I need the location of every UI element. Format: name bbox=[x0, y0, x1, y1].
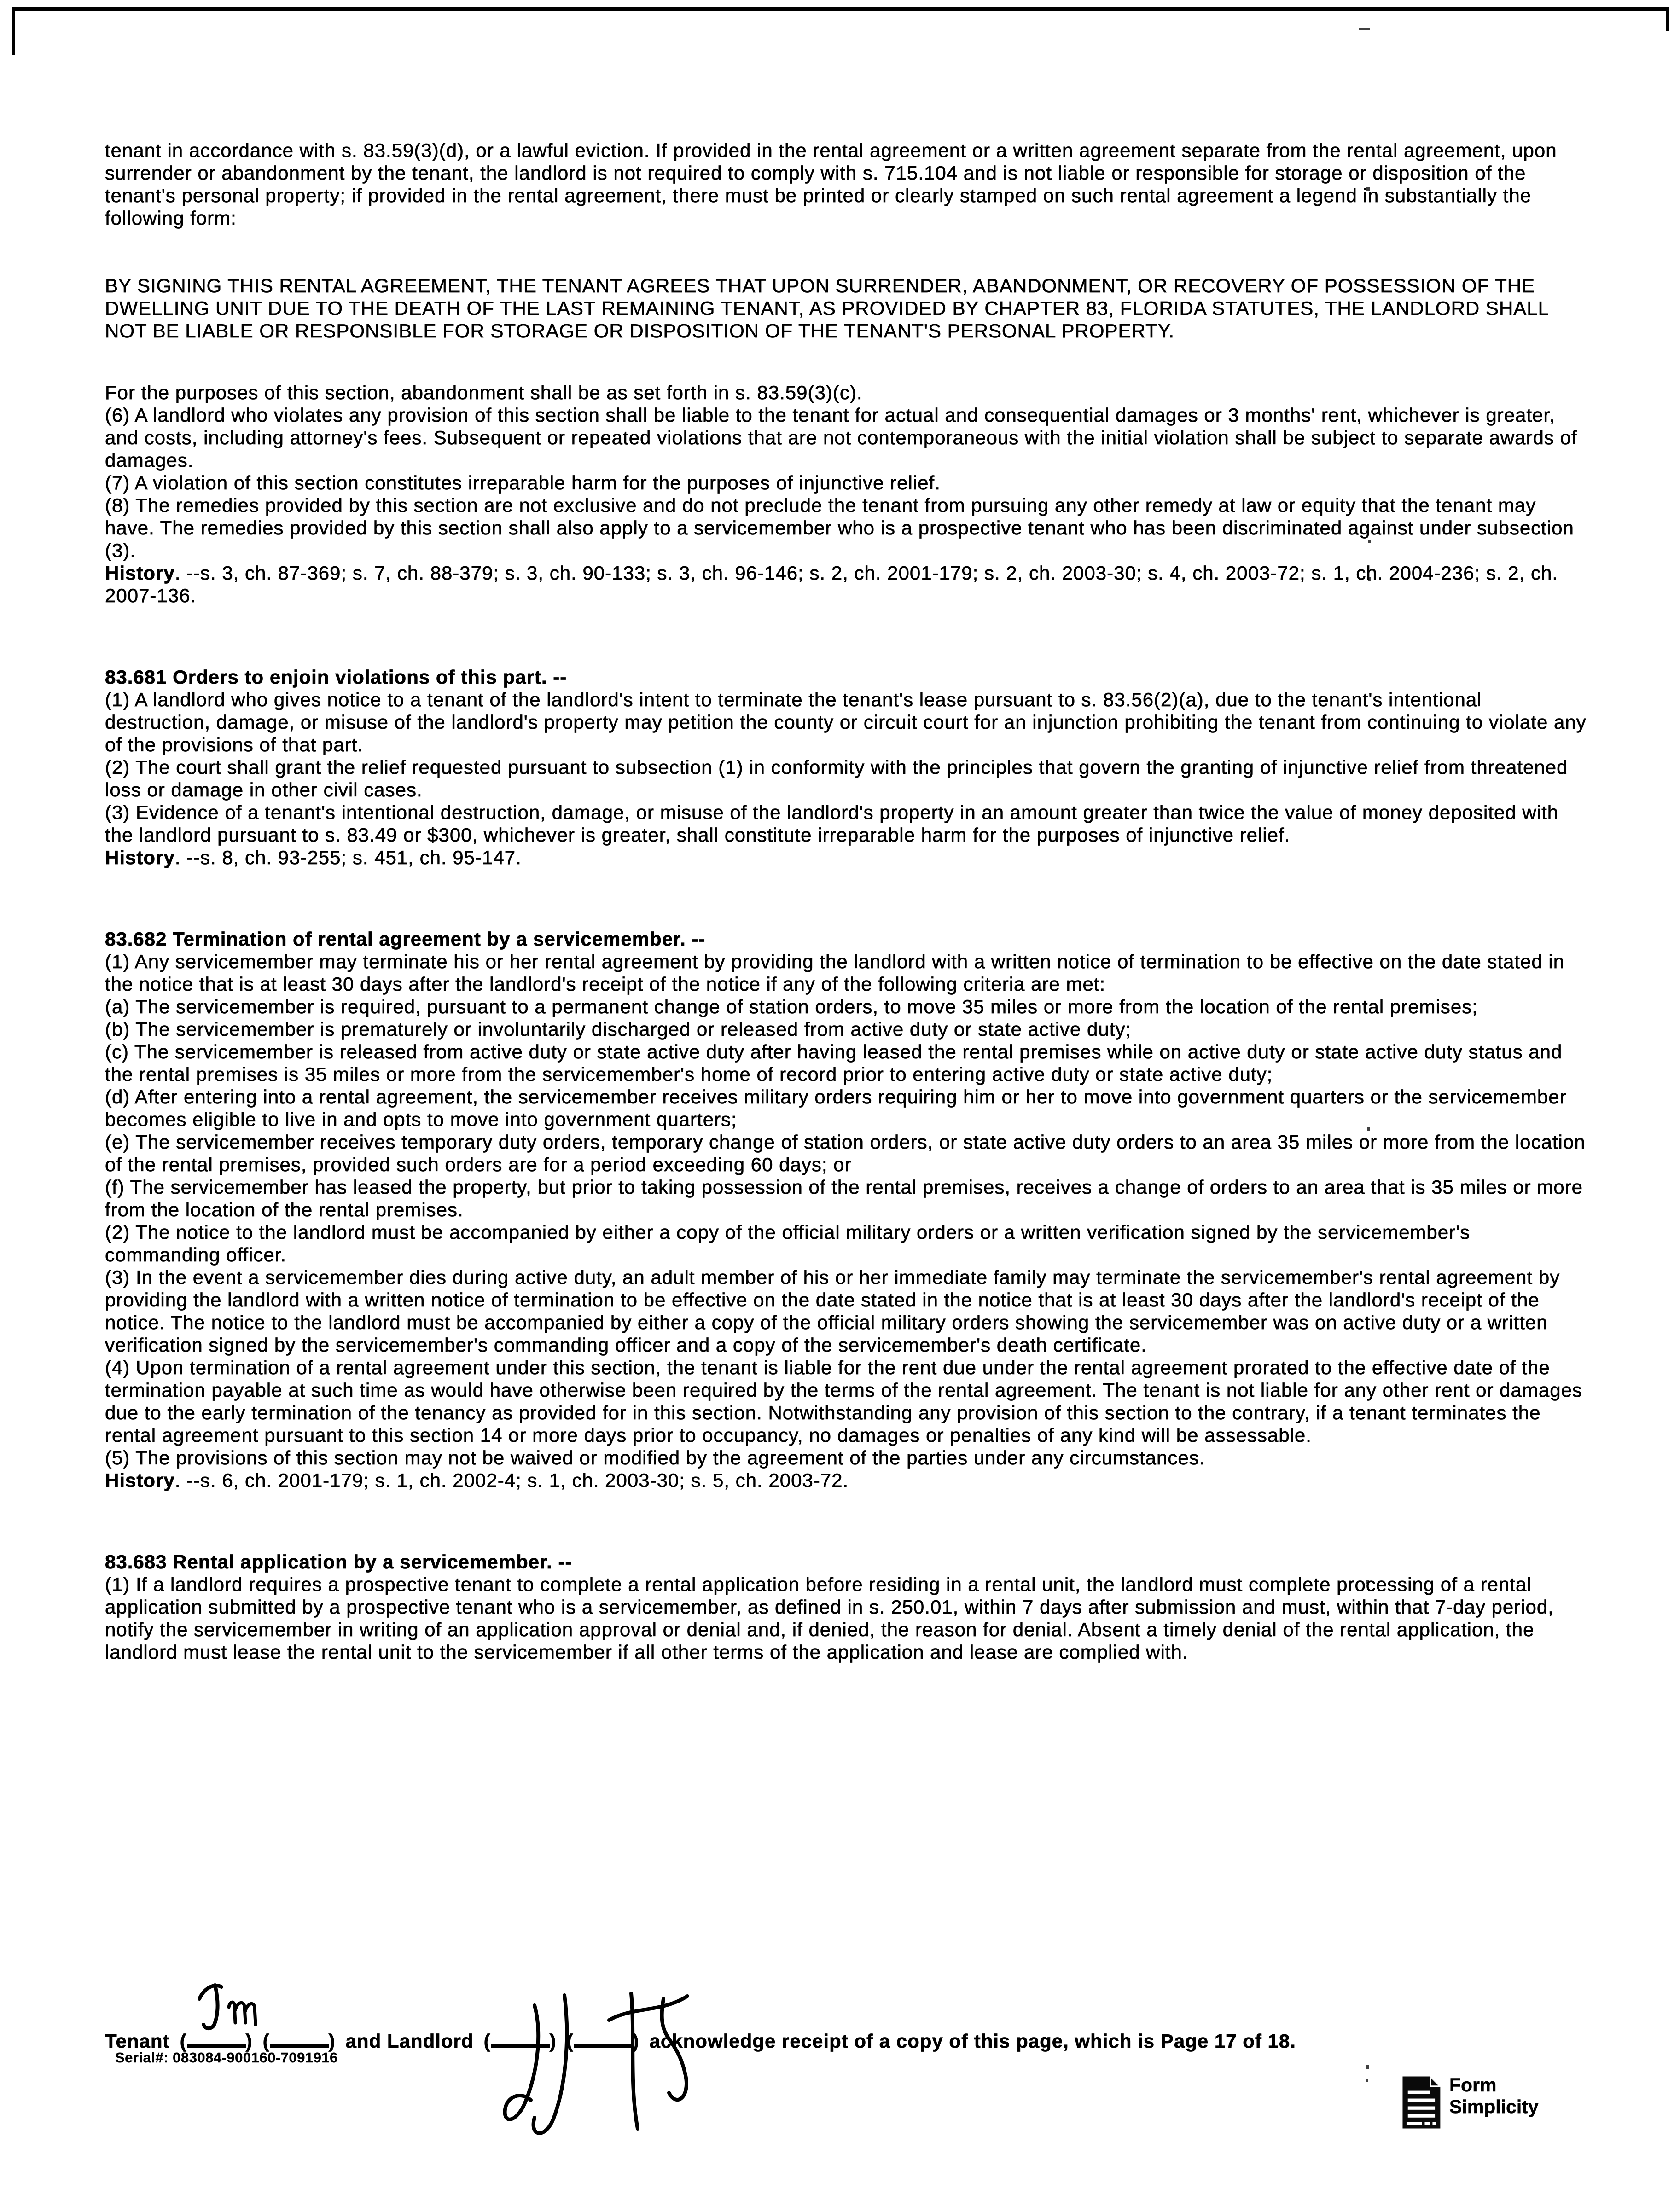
statute-paragraph: (4) Upon termination of a rental agreement under this section, the tenant is liable for the rent due under the rental agreement prorated to the effective date of the termination payable at such time as would have otherwise been required by the terms of the rental agreement. The tenant is not liable for any other rent or damages due to the early termination of the tenancy as provided for in this section. Notwithstanding any provision of this section to the contrary, if a tenant terminates the rental agreement pursuant to this section 14 or more days prior to occupancy, no damages or penalties of any kind will be assessable. bbox=[105, 1357, 1582, 1446]
history-text: . --s. 3, ch. 87-369; s. 7, ch. 88-379; s. 3, ch. 90-133; s. 3, ch. 96-146; s. 2, ch. 2001-179; s. 2, ch. 2003-30; s. 4, ch. 2003-72; s. 1, ch. 2004-236; s. 2, ch. 2007-136. bbox=[105, 562, 1558, 606]
statute-paragraph: (7) A violation of this section constitutes irreparable harm for the purposes of injunctive relief. bbox=[105, 472, 941, 494]
statute-paragraph: (1) Any servicemember may terminate his or her rental agreement by providing the landlord with a written notice of termination to be effective on the date stated in the notice that is at least 30 days after the landlord's receipt of the notice if any of the following criteria are met: bbox=[105, 951, 1565, 995]
statute-paragraph: (8) The remedies provided by this section are not exclusive and do not preclude the tenant from pursuing any other remedy at law or equity that the tenant may have. The remedies provided by this section shall also apply to a servicemember who is a prospective tenant who has been discriminated against under subsection (3). bbox=[105, 494, 1574, 561]
statute-paragraph: (2) The notice to the landlord must be accompanied by either a copy of the official military orders or a written verification signed by the servicemember's commanding officer. bbox=[105, 1221, 1471, 1266]
statute-paragraph: tenant in accordance with s. 83.59(3)(d), or a lawful eviction. If provided in the rental agreement or a written agreement separate from the rental agreement, upon surrender or abandonment by the tenant, the landlord is not required to comply with s. 715.104 and is not liable or responsible for storage or disposition of the tenant's personal property; if provided in the rental agreement, there must be printed or clearly stamped on such rental agreement a legend in substantially the following form: bbox=[105, 139, 1557, 229]
history-label: History bbox=[105, 847, 175, 868]
scan-border-top bbox=[12, 7, 1669, 11]
statute-paragraph: (5) The provisions of this section may not be waived or modified by the agreement of the parties under any circumstances. bbox=[105, 1447, 1205, 1469]
statute-paragraph: (e) The servicemember receives temporary duty orders, temporary change of station orders, or state active duty orders to an area 35 miles or more from the location of the rental premises, provided such orders are for a period exceeding 60 days; or bbox=[105, 1131, 1586, 1175]
form-simplicity-logo bbox=[1399, 2074, 1539, 2131]
history-label: History bbox=[105, 1469, 175, 1491]
open-paren: ( bbox=[180, 2030, 187, 2052]
section-heading: 83.681 Orders to enjoin violations of this part. -- bbox=[105, 666, 567, 688]
scan-border-left-stub bbox=[12, 7, 15, 55]
tenant-initial-blank-1[interactable] bbox=[187, 2025, 246, 2048]
scan-artifact bbox=[1366, 2079, 1368, 2082]
tenant-initial-blank-2[interactable] bbox=[270, 2025, 329, 2048]
history-text: . --s. 8, ch. 93-255; s. 451, ch. 95-147. bbox=[174, 847, 522, 868]
statute-paragraph: (3) In the event a servicemember dies during active duty, an adult member of his or her immediate family may terminate the servicemember's rental agreement by providing the landlord with a written notice of termination to be effective on the date stated in the notice that is at least 30 days after the landlord's receipt of the notice. The notice to the landlord must be accompanied by either a copy of the official military orders showing the servicemember was on active duty or a written verification signed by the servicemember's commanding officer and a copy of the servicemember's death certificate. bbox=[105, 1266, 1560, 1356]
legend-paragraph: BY SIGNING THIS RENTAL AGREEMENT, THE TENANT AGREES THAT UPON SURRENDER, ABANDONMENT, OR RECOVERY OF POSSESSION OF THE DWELLING UNIT DUE TO THE DEATH OF THE LAST REMAINING TENANT, AS PROVIDED BY CHAPTER 83, FLORIDA STATUTES, THE LANDLORD SHALL NOT BE LIABLE OR RESPONSIBLE FOR STORAGE OR DISPOSITION OF THE TENANT'S PERSONAL PROPERTY. bbox=[105, 275, 1549, 342]
history-note bbox=[105, 846, 1588, 869]
section-heading: 83.682 Termination of rental agreement by a servicemember. -- bbox=[105, 928, 706, 950]
landlord-initials-group bbox=[484, 2025, 639, 2052]
statute-text-column bbox=[105, 139, 1588, 1663]
acknowledgement-line bbox=[105, 2025, 1652, 2052]
brand-line-2: Simplicity bbox=[1449, 2096, 1539, 2117]
tenant-initials-group bbox=[180, 2025, 336, 2052]
brand-text bbox=[1449, 2074, 1539, 2118]
close-paren: ) bbox=[245, 2030, 253, 2052]
statute-paragraph: For the purposes of this section, abandonment shall be as set forth in s. 83.59(3)(c). bbox=[105, 382, 863, 403]
close-paren: ) bbox=[549, 2030, 557, 2052]
statute-paragraph: (d) After entering into a rental agreement, the servicemember receives military orders requiring him or her to move into government quarters or the servicemember becomes eligible to live in and opts to move into government quarters; bbox=[105, 1086, 1567, 1130]
statute-paragraph: (1) If a landlord requires a prospective tenant to complete a rental application before residing in a rental unit, the landlord must complete processing of a rental application submitted by a prospective tenant who is a servicemember, as defined in s. 250.01, within 7 days after submission and must, within that 7-day period, notify the servicemember in writing of an application approval or denial and, if denied, the reason for denial. Absent a timely denial of the rental application, the landlord must lease the rental unit to the servicemember if all other terms of the application and lease are complied with. bbox=[105, 1574, 1554, 1663]
statute-paragraph: (c) The servicemember is released from active duty or state active duty after having leased the rental premises while on active duty or state active duty status and the rental premises is 35 miles or more from the servicemember's home of record prior to entering active duty or state active duty; bbox=[105, 1041, 1563, 1085]
history-note bbox=[105, 562, 1588, 607]
scan-artifact bbox=[1359, 28, 1370, 30]
statute-paragraph: (6) A landlord who violates any provision of this section shall be liable to the tenant for actual and consequential damages or 3 months' rent, whichever is greater, and costs, including attorney's fees. Subsequent or repeated violations that are not contemporaneous with the initial violation shall be subject to separate awards of damages. bbox=[105, 404, 1577, 471]
statute-paragraph: (3) Evidence of a tenant's intentional destruction, damage, or misuse of the landlord's property in an amount greater than twice the value of money deposited with the landlord pursuant to s. 83.49 or $300, whichever is greater, shall constitute irreparable harm for the purposes of injunctive relief. bbox=[105, 801, 1559, 846]
brand-line-1: Form bbox=[1449, 2074, 1497, 2096]
open-paren: ( bbox=[262, 2030, 270, 2052]
landlord-signature-scribble bbox=[479, 1992, 737, 2167]
scan-border-right-stub bbox=[1666, 7, 1669, 31]
close-paren: ) bbox=[328, 2030, 336, 2052]
document-icon bbox=[1399, 2074, 1443, 2131]
open-paren: ( bbox=[483, 2030, 491, 2052]
statute-paragraph: (f) The servicemember has leased the property, but prior to taking possession of the rental premises, receives a change of orders to an area that is 35 miles or more from the location of the rental premises. bbox=[105, 1176, 1583, 1220]
scan-artifact bbox=[1366, 2065, 1369, 2069]
serial-number: Serial#: 083084-900160-7091916 bbox=[115, 2050, 338, 2066]
history-label: History bbox=[105, 562, 175, 584]
statute-paragraph: (2) The court shall grant the relief requested pursuant to subsection (1) in conformity with the principles that govern the granting of injunctive relief from threatened loss or damage in other civil cases. bbox=[105, 756, 1568, 801]
section-heading: 83.683 Rental application by a servicemember. -- bbox=[105, 1551, 572, 1573]
statute-paragraph: (1) A landlord who gives notice to a tenant of the landlord's intent to terminate the tenant's lease pursuant to s. 83.56(2)(a), due to the tenant's intentional destruction, damage, or misuse of the landlord's property may petition the county or circuit court for an injunction prohibiting the tenant from continuing to violate any of the provisions of that part. bbox=[105, 689, 1587, 755]
statute-paragraph: (b) The servicemember is prematurely or involuntarily discharged or released from active duty or state active duty; bbox=[105, 1018, 1132, 1040]
tenant-label: Tenant bbox=[105, 2030, 170, 2052]
and-landlord-label: and Landlord bbox=[345, 2030, 474, 2052]
history-note bbox=[105, 1469, 1588, 1492]
landlord-initial-blank-2[interactable] bbox=[574, 2025, 633, 2048]
close-paren: ) bbox=[632, 2030, 639, 2052]
landlord-initial-blank-1[interactable] bbox=[491, 2025, 550, 2048]
statute-paragraph: (a) The servicemember is required, pursuant to a permanent change of station orders, to move 35 miles or more from the location of the rental premises; bbox=[105, 996, 1478, 1017]
open-paren: ( bbox=[566, 2030, 574, 2052]
history-text: . --s. 6, ch. 2001-179; s. 1, ch. 2002-4; s. 1, ch. 2003-30; s. 5, ch. 2003-72. bbox=[174, 1469, 849, 1491]
acknowledgement-text: acknowledge receipt of a copy of this page, which is Page 17 of 18. bbox=[649, 2030, 1296, 2052]
